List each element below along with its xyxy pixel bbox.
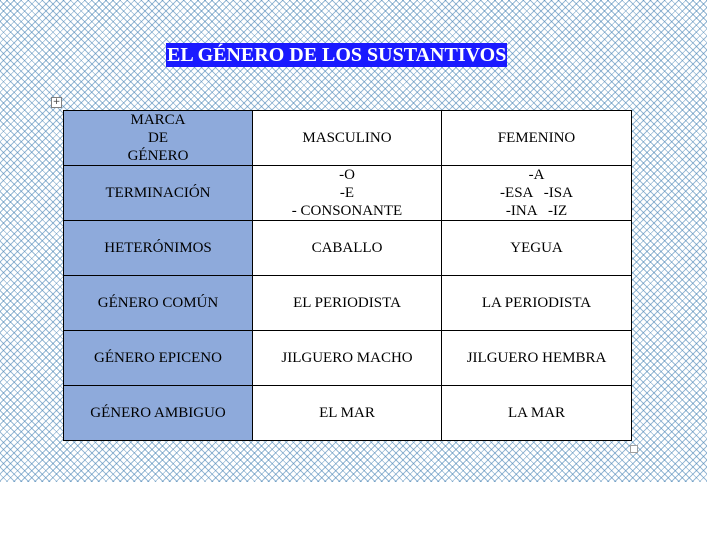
feminine-cell[interactable]	[442, 166, 632, 221]
masculine-cell[interactable]: EL PERIODISTA	[253, 276, 442, 331]
feminine-cell[interactable]: LA PERIODISTA	[442, 276, 632, 331]
masculine-line: -O	[339, 167, 355, 183]
row-label-cell[interactable]: TERMINACIÓN	[64, 166, 253, 221]
table-row	[64, 166, 632, 221]
masculine-cell[interactable]: EL MAR	[253, 386, 442, 441]
masculine-line: -E	[339, 185, 355, 201]
masculine-cell[interactable]	[253, 166, 442, 221]
header-label-cell[interactable]	[64, 111, 253, 166]
table-row	[64, 276, 632, 331]
table-row	[64, 221, 632, 276]
feminine-cell[interactable]: JILGUERO HEMBRA	[442, 331, 632, 386]
row-label-cell[interactable]: GÉNERO COMÚN	[64, 276, 253, 331]
row-label-cell[interactable]: GÉNERO EPICENO	[64, 331, 253, 386]
row-label-cell[interactable]: HETERÓNIMOS	[64, 221, 253, 276]
header-label-line: DE	[148, 130, 168, 146]
gender-table[interactable]	[63, 110, 632, 441]
table-row	[64, 386, 632, 441]
resize-square-icon[interactable]	[630, 445, 638, 453]
row-label-cell[interactable]: GÉNERO AMBIGUO	[64, 386, 253, 441]
table-header-row	[64, 111, 632, 166]
move-cross-icon[interactable]: +	[52, 97, 61, 107]
masculine-cell[interactable]: CABALLO	[253, 221, 442, 276]
masculine-line: - CONSONANTE	[291, 203, 403, 219]
header-label-line: GÉNERO	[127, 148, 189, 164]
feminine-line: -INA -IZ	[505, 203, 568, 219]
header-feminine-cell[interactable]: FEMENINO	[442, 111, 632, 166]
masculine-cell[interactable]: JILGUERO MACHO	[253, 331, 442, 386]
feminine-cell[interactable]: LA MAR	[442, 386, 632, 441]
feminine-line: -A	[528, 167, 545, 183]
table-row	[64, 331, 632, 386]
feminine-cell[interactable]: YEGUA	[442, 221, 632, 276]
header-label-line: MARCA	[130, 112, 186, 128]
feminine-line: -ESA -ISA	[500, 185, 573, 201]
document-title[interactable]: EL GÉNERO DE LOS SUSTANTIVOS	[167, 44, 507, 66]
header-masculine-cell[interactable]: MASCULINO	[253, 111, 442, 166]
